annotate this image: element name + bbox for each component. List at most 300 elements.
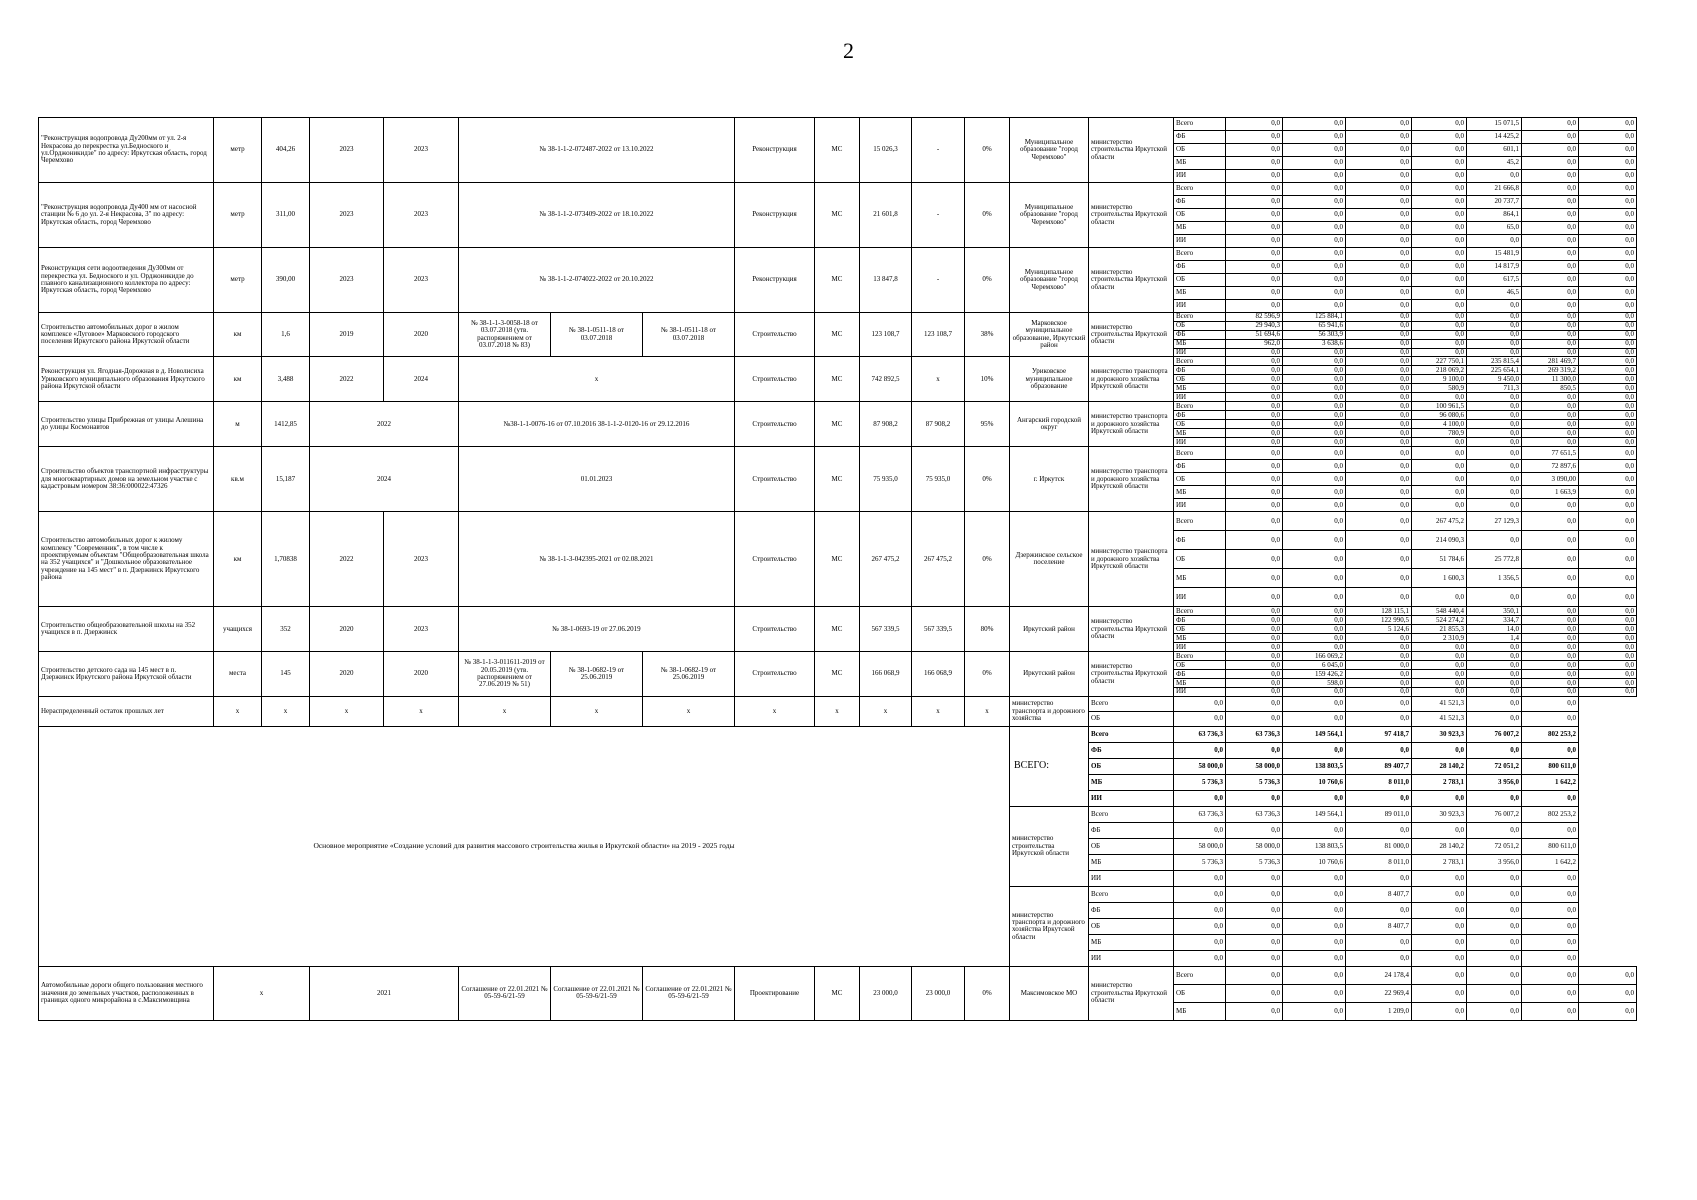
empty-marker-cell: х — [735, 696, 815, 726]
amount-cell: 0,0 — [1412, 300, 1467, 313]
amount-cell: 0,0 — [1522, 661, 1579, 670]
amount-cell: 0,0 — [1226, 209, 1283, 222]
amount-cell: 0,0 — [1412, 331, 1467, 340]
municipality-cell: Муниципальное образование "город Черемхово" — [1010, 183, 1089, 248]
amount-cell: 0,0 — [1522, 688, 1579, 696]
remaining-cost-cell: - — [912, 183, 965, 248]
amount-cell: 0,0 — [1412, 349, 1467, 357]
amount-cell: 0,0 — [1522, 157, 1579, 170]
amount-cell: 0,0 — [1412, 688, 1467, 696]
fund-category: ОБ — [1174, 661, 1226, 670]
estimated-cost-cell: 123 108,7 — [860, 313, 912, 357]
amount-cell: 0,0 — [1226, 934, 1283, 950]
amount-cell: 780,9 — [1412, 429, 1467, 438]
empty-marker-cell: х — [262, 696, 310, 726]
amount-cell: 0,0 — [1522, 322, 1579, 331]
amount-cell: 0,0 — [1346, 588, 1412, 607]
amount-cell: 0,0 — [1346, 287, 1412, 300]
remaining-cost-cell: 75 935,0 — [912, 447, 965, 512]
responsible-cell: министерство транспорта и дорожного хозяйства Иркутской области — [1089, 357, 1174, 402]
responsible-cell: министерство транспорта и дорожного хозяйства Иркутской области — [1089, 447, 1174, 512]
amount-cell: 601,1 — [1467, 144, 1522, 157]
amount-cell: 0,0 — [1226, 183, 1283, 196]
amount-cell: 0,0 — [1579, 248, 1637, 261]
amount-cell: 0,0 — [1174, 711, 1226, 726]
amount-cell: 0,0 — [1579, 375, 1637, 384]
amount-cell: 0,0 — [1579, 384, 1637, 393]
amount-cell: 3 090,00 — [1522, 473, 1579, 486]
amount-cell: 0,0 — [1283, 366, 1346, 375]
amount-cell: 0,0 — [1226, 661, 1283, 670]
amount-cell: 0,0 — [1283, 918, 1346, 934]
amount-cell: 0,0 — [1579, 1002, 1637, 1020]
amount-cell: 0,0 — [1579, 634, 1637, 643]
table-row — [39, 726, 1637, 742]
amount-cell: 0,0 — [1226, 447, 1283, 460]
year-cell: 2022 — [310, 402, 459, 447]
amount-cell: 850,5 — [1522, 384, 1579, 393]
amount-cell: 0,0 — [1346, 300, 1412, 313]
amount-cell: 65 941,6 — [1283, 322, 1346, 331]
amount-cell: 0,0 — [1579, 616, 1637, 625]
amount-cell: 0,0 — [1412, 918, 1467, 934]
amount-cell: 1 356,5 — [1467, 569, 1522, 588]
amount-cell: 0,0 — [1579, 588, 1637, 607]
empty-marker-cell: х — [551, 696, 643, 726]
amount-cell: 0,0 — [1412, 950, 1467, 966]
readiness-cell: 95% — [965, 402, 1010, 447]
fund-category: Всего — [1174, 183, 1226, 196]
amount-cell: 269 319,2 — [1522, 366, 1579, 375]
amount-cell: 0,0 — [1174, 902, 1226, 918]
amount-cell: 0,0 — [1522, 569, 1579, 588]
amount-cell: 77 651,5 — [1522, 447, 1579, 460]
work-type-cell: Строительство — [735, 652, 815, 696]
fund-category: МБ — [1089, 854, 1174, 870]
amount-cell: 0,0 — [1283, 790, 1346, 806]
amount-cell: 58 000,0 — [1174, 758, 1226, 774]
amount-cell: 0,0 — [1412, 652, 1467, 661]
amount-cell: 0,0 — [1174, 934, 1226, 950]
amount-cell: 0,0 — [1579, 661, 1637, 670]
amount-cell: 0,0 — [1522, 349, 1579, 357]
amount-cell: 15 071,5 — [1467, 118, 1522, 131]
amount-cell: 0,0 — [1226, 420, 1283, 429]
empty-marker-cell: х — [815, 696, 860, 726]
year-start-cell: 2023 — [310, 183, 384, 248]
amount-cell: 0,0 — [1226, 950, 1283, 966]
amount-cell: 0,0 — [1283, 473, 1346, 486]
amount-cell: 0,0 — [1226, 402, 1283, 411]
amount-cell: 0,0 — [1226, 393, 1283, 402]
readiness-cell: 0% — [965, 512, 1010, 607]
amount-cell: 0,0 — [1412, 984, 1467, 1002]
amount-cell: 227 750,1 — [1412, 357, 1467, 366]
amount-cell: 0,0 — [1412, 661, 1467, 670]
amount-cell: 0,0 — [1346, 438, 1412, 447]
year-end-cell: 2020 — [384, 652, 459, 696]
responsible-cell: министерство строительства Иркутской области — [1089, 248, 1174, 313]
estimated-cost-cell: 13 847,8 — [860, 248, 912, 313]
table-row — [39, 357, 1637, 366]
responsible-cell: министерство транспорта и дорожного хозяйства Иркутской области — [1089, 512, 1174, 607]
amount-cell: 0,0 — [1522, 183, 1579, 196]
table-row — [39, 248, 1637, 261]
amount-cell: 0,0 — [1579, 550, 1637, 569]
amount-cell: 0,0 — [1579, 349, 1637, 357]
ownership-cell: МС — [815, 402, 860, 447]
amount-cell: 21 666,8 — [1467, 183, 1522, 196]
fund-category: ОБ — [1174, 209, 1226, 222]
amount-cell: 0,0 — [1579, 607, 1637, 616]
fund-category: ОБ — [1174, 550, 1226, 569]
amount-cell: 0,0 — [1467, 393, 1522, 402]
estimated-cost-cell: 267 475,2 — [860, 512, 912, 607]
unit-cell: места — [214, 652, 262, 696]
empty-marker-cell: х — [459, 696, 551, 726]
amount-cell: 0,0 — [1412, 183, 1467, 196]
document-cell: х — [459, 357, 735, 402]
amount-cell: 0,0 — [1412, 438, 1467, 447]
amount-cell: 0,0 — [1283, 531, 1346, 550]
amount-cell: 0,0 — [1226, 625, 1283, 634]
amount-cell: 1 209,0 — [1346, 1002, 1412, 1020]
amount-cell: 0,0 — [1412, 1002, 1467, 1020]
fund-category: МБ — [1174, 634, 1226, 643]
amount-cell: 11 300,0 — [1522, 375, 1579, 384]
fund-category: ИИ — [1174, 393, 1226, 402]
amount-cell: 0,0 — [1226, 157, 1283, 170]
fund-category: МБ — [1174, 157, 1226, 170]
amount-cell: 0,0 — [1467, 349, 1522, 357]
main-event-title: Основное мероприятие «Создание условий для развития массового строительства жилья в Иркутской области» на 2019 - 2025 годы — [39, 726, 1010, 966]
amount-cell: 0,0 — [1522, 209, 1579, 222]
amount-cell: 0,0 — [1522, 643, 1579, 652]
municipality-cell: Муниципальное образование "город Черемхово" — [1010, 118, 1089, 183]
amount-cell: 0,0 — [1283, 934, 1346, 950]
amount-cell: 0,0 — [1226, 131, 1283, 144]
amount-cell: 20 737,7 — [1467, 196, 1522, 209]
amount-cell: 138 803,5 — [1283, 838, 1346, 854]
amount-cell: 0,0 — [1226, 902, 1283, 918]
amount-cell: 0,0 — [1522, 274, 1579, 287]
amount-cell: 0,0 — [1467, 679, 1522, 688]
amount-cell: 0,0 — [1226, 499, 1283, 512]
amount-cell: 0,0 — [1226, 375, 1283, 384]
amount-cell: 63 736,3 — [1174, 806, 1226, 822]
amount-cell: 225 654,1 — [1467, 366, 1522, 375]
amount-cell: 0,0 — [1283, 822, 1346, 838]
amount-cell: 0,0 — [1283, 688, 1346, 696]
fund-category: ИИ — [1174, 499, 1226, 512]
year-cell: 2024 — [310, 447, 459, 512]
empty-marker-cell: х — [310, 696, 384, 726]
amount-cell: 0,0 — [1283, 274, 1346, 287]
amount-cell: 0,0 — [1283, 625, 1346, 634]
amount-cell: 0,0 — [1346, 634, 1412, 643]
amount-cell: 0,0 — [1283, 569, 1346, 588]
document-cell: № 38-1-1-3-0058-18 от 03.07.2018 (утв. распоряжением от 03.07.2018 № 83) — [459, 313, 551, 357]
amount-cell: 281 469,7 — [1522, 357, 1579, 366]
amount-cell: 0,0 — [1412, 340, 1467, 349]
amount-cell: 0,0 — [1174, 822, 1226, 838]
amount-cell: 235 815,4 — [1467, 357, 1522, 366]
amount-cell: 0,0 — [1346, 313, 1412, 322]
fund-category: МБ — [1089, 774, 1174, 790]
amount-cell: 8 407,7 — [1346, 886, 1412, 902]
project-name: Строительство детского сада на 145 мест в п. Дзержинск Иркутского района Иркутской области — [39, 652, 214, 696]
amount-cell: 0,0 — [1467, 670, 1522, 679]
amount-cell: 0,0 — [1412, 157, 1467, 170]
amount-cell: 0,0 — [1579, 512, 1637, 531]
amount-cell: 0,0 — [1522, 420, 1579, 429]
amount-cell: 0,0 — [1283, 144, 1346, 157]
fund-category: ИИ — [1174, 643, 1226, 652]
capacity-cell: 311,00 — [262, 183, 310, 248]
unit-cell: кв.м — [214, 447, 262, 512]
project-name: "Реконструкция водопровода Ду200мм от ул. 2-я Некрасова до перекрестка ул.Бедноского и ул.Орджоникидзе" по адресу: Иркутская область, город Черемхово — [39, 118, 214, 183]
amount-cell: 0,0 — [1522, 588, 1579, 607]
amount-cell: 0,0 — [1226, 790, 1283, 806]
empty-marker-cell: х — [214, 696, 262, 726]
amount-cell: 0,0 — [1346, 183, 1412, 196]
amount-cell: 0,0 — [1412, 313, 1467, 322]
amount-cell: 0,0 — [1412, 287, 1467, 300]
amount-cell: 21 855,3 — [1412, 625, 1467, 634]
amount-cell: 1 642,2 — [1522, 774, 1579, 790]
document-cell: № 38-1-0682-19 от 25.06.2019 — [551, 652, 643, 696]
amount-cell: 0,0 — [1579, 157, 1637, 170]
responsible-cell: министерство строительства Иркутской области — [1089, 966, 1174, 1020]
amount-cell: 0,0 — [1579, 366, 1637, 375]
amount-cell: 0,0 — [1579, 625, 1637, 634]
municipality-cell: Муниципальное образование "город Черемхово" — [1010, 248, 1089, 313]
year-start-cell: 2020 — [310, 607, 384, 652]
fund-category: ИИ — [1174, 438, 1226, 447]
fund-category: МБ — [1174, 1002, 1226, 1020]
unit-cell: км — [214, 512, 262, 607]
amount-cell: 0,0 — [1522, 144, 1579, 157]
amount-cell: 0,0 — [1283, 966, 1346, 984]
amount-cell: 0,0 — [1226, 384, 1283, 393]
amount-cell: 0,0 — [1522, 902, 1579, 918]
amount-cell: 30 923,3 — [1412, 726, 1467, 742]
amount-cell: 0,0 — [1346, 429, 1412, 438]
ownership-cell: МС — [815, 966, 860, 1020]
amount-cell: 0,0 — [1522, 966, 1579, 984]
amount-cell: 0,0 — [1412, 822, 1467, 838]
amount-cell: 0,0 — [1283, 393, 1346, 402]
readiness-cell: 0% — [965, 183, 1010, 248]
amount-cell: 0,0 — [1226, 349, 1283, 357]
amount-cell: 0,0 — [1522, 331, 1579, 340]
amount-cell: 0,0 — [1346, 331, 1412, 340]
amount-cell: 0,0 — [1467, 340, 1522, 349]
amount-cell: 0,0 — [1579, 222, 1637, 235]
amount-cell: 14,0 — [1467, 625, 1522, 634]
document-cell: Соглашение от 22.01.2021 № 05-59-6/21-59 — [551, 966, 643, 1020]
amount-cell: 0,0 — [1522, 625, 1579, 634]
amount-cell: 51 694,6 — [1226, 331, 1283, 340]
amount-cell: 0,0 — [1467, 711, 1522, 726]
amount-cell: 0,0 — [1283, 357, 1346, 366]
amount-cell: 14 425,2 — [1467, 131, 1522, 144]
amount-cell: 72 051,2 — [1467, 758, 1522, 774]
amount-cell: 0,0 — [1522, 170, 1579, 183]
amount-cell: 41 521,3 — [1412, 711, 1467, 726]
amount-cell: 711,3 — [1467, 384, 1522, 393]
financing-table — [38, 117, 1637, 1021]
amount-cell: 76 007,2 — [1467, 726, 1522, 742]
amount-cell: 0,0 — [1522, 512, 1579, 531]
fund-category: ОБ — [1174, 322, 1226, 331]
amount-cell: 0,0 — [1346, 420, 1412, 429]
amount-cell: 0,0 — [1579, 322, 1637, 331]
amount-cell: 0,0 — [1467, 742, 1522, 758]
year-end-cell: 2023 — [384, 607, 459, 652]
fund-category: ОБ — [1089, 838, 1174, 854]
amount-cell: 0,0 — [1579, 429, 1637, 438]
amount-cell: 0,0 — [1283, 499, 1346, 512]
amount-cell: 0,0 — [1522, 222, 1579, 235]
amount-cell: 0,0 — [1346, 902, 1412, 918]
amount-cell: 0,0 — [1283, 711, 1346, 726]
unit-cell: учащихся — [214, 607, 262, 652]
amount-cell: 0,0 — [1346, 688, 1412, 696]
ministry-total-label: министерство строительства Иркутской области — [1010, 806, 1089, 886]
amount-cell: 0,0 — [1579, 357, 1637, 366]
remaining-cost-cell: - — [912, 248, 965, 313]
fund-category: МБ — [1174, 429, 1226, 438]
amount-cell: 0,0 — [1346, 274, 1412, 287]
project-name: Реконструкция ул. Ягодная-Дорожная в д. Новолисиха Уриковского муниципального образования Иркутского района Иркутской области — [39, 357, 214, 402]
amount-cell: 0,0 — [1174, 790, 1226, 806]
project-name: Строительство улицы Прибрежная от улицы Алешина до улицы Космонавтов — [39, 402, 214, 447]
amount-cell: 0,0 — [1579, 261, 1637, 274]
amount-cell: 0,0 — [1522, 531, 1579, 550]
amount-cell: 28 140,2 — [1412, 758, 1467, 774]
fund-category: ОБ — [1174, 625, 1226, 634]
estimated-cost-cell: 15 026,3 — [860, 118, 912, 183]
remaining-cost-cell: 166 068,9 — [912, 652, 965, 696]
amount-cell: 3 956,0 — [1467, 774, 1522, 790]
amount-cell: 802 253,2 — [1522, 806, 1579, 822]
year-start-cell: 2019 — [310, 313, 384, 357]
amount-cell: 0,0 — [1283, 235, 1346, 248]
amount-cell: 0,0 — [1226, 688, 1283, 696]
amount-cell: 617,5 — [1467, 274, 1522, 287]
amount-cell: 0,0 — [1283, 157, 1346, 170]
work-type-cell: Строительство — [735, 402, 815, 447]
amount-cell: 0,0 — [1226, 274, 1283, 287]
amount-cell: 0,0 — [1412, 499, 1467, 512]
year-end-cell: 2023 — [384, 512, 459, 607]
amount-cell: 125 884,1 — [1283, 313, 1346, 322]
amount-cell: 149 564,1 — [1283, 726, 1346, 742]
table-row — [39, 696, 1637, 711]
amount-cell: 0,0 — [1522, 670, 1579, 679]
amount-cell: 0,0 — [1522, 607, 1579, 616]
amount-cell: 0,0 — [1412, 235, 1467, 248]
amount-cell: 0,0 — [1412, 144, 1467, 157]
responsible-cell: министерство строительства Иркутской области — [1089, 652, 1174, 696]
unit-cell: метр — [214, 248, 262, 313]
amount-cell: 0,0 — [1412, 261, 1467, 274]
responsible-cell: министерство транспорта и дорожного хозяйства Иркутской области — [1089, 402, 1174, 447]
readiness-cell: 38% — [965, 313, 1010, 357]
amount-cell: 0,0 — [1522, 261, 1579, 274]
amount-cell: 0,0 — [1283, 550, 1346, 569]
unit-cell: м — [214, 402, 262, 447]
amount-cell: 3 638,6 — [1283, 340, 1346, 349]
responsible-cell: министерство транспорта и дорожного хозяйства — [1010, 696, 1089, 726]
amount-cell: 0,0 — [1579, 331, 1637, 340]
amount-cell: 0,0 — [1283, 984, 1346, 1002]
amount-cell: 0,0 — [1283, 222, 1346, 235]
document-cell: № 38-1-0682-19 от 25.06.2019 — [643, 652, 735, 696]
municipality-cell: Иркутский район — [1010, 652, 1089, 696]
fund-category: Всего — [1089, 696, 1174, 711]
amount-cell: 0,0 — [1522, 711, 1579, 726]
amount-cell: 0,0 — [1579, 420, 1637, 429]
amount-cell: 15 481,9 — [1467, 248, 1522, 261]
amount-cell: 1,4 — [1467, 634, 1522, 643]
amount-cell: 0,0 — [1174, 742, 1226, 758]
fund-category: МБ — [1174, 569, 1226, 588]
amount-cell: 0,0 — [1467, 643, 1522, 652]
amount-cell: 0,0 — [1283, 486, 1346, 499]
municipality-cell: Уриковское муниципальное образование — [1010, 357, 1089, 402]
amount-cell: 0,0 — [1412, 486, 1467, 499]
year-start-cell: 2022 — [310, 357, 384, 402]
fund-category: ИИ — [1174, 688, 1226, 696]
amount-cell: 0,0 — [1412, 118, 1467, 131]
amount-cell: 0,0 — [1579, 274, 1637, 287]
document-cell: №38-1-1-0076-16 от 07.10.2016 38-1-1-2-0120-16 от 29.12.2016 — [459, 402, 735, 447]
amount-cell: 0,0 — [1467, 460, 1522, 473]
amount-cell: 0,0 — [1346, 209, 1412, 222]
amount-cell: 0,0 — [1522, 393, 1579, 402]
fund-category: ФБ — [1174, 366, 1226, 375]
fund-category: ИИ — [1174, 300, 1226, 313]
responsible-cell: министерство строительства Иркутской области — [1089, 183, 1174, 248]
unit-cell: метр — [214, 183, 262, 248]
table-row — [39, 652, 1637, 661]
amount-cell: 0,0 — [1174, 886, 1226, 902]
amount-cell: 0,0 — [1226, 512, 1283, 531]
year-start-cell: 2020 — [310, 652, 384, 696]
amount-cell: 0,0 — [1346, 742, 1412, 758]
capacity-cell: 352 — [262, 607, 310, 652]
amount-cell: 802 253,2 — [1522, 726, 1579, 742]
readiness-cell: 0% — [965, 248, 1010, 313]
ownership-cell: МС — [815, 652, 860, 696]
amount-cell: 0,0 — [1283, 512, 1346, 531]
amount-cell: 0,0 — [1412, 196, 1467, 209]
document-cell: № 38-1-1-2-074022-2022 от 20.10.2022 — [459, 248, 735, 313]
empty-marker-cell: х — [965, 696, 1010, 726]
amount-cell: 0,0 — [1226, 300, 1283, 313]
amount-cell: 962,0 — [1226, 340, 1283, 349]
amount-cell: 0,0 — [1283, 588, 1346, 607]
amount-cell: 166 069,2 — [1283, 652, 1346, 661]
amount-cell: 0,0 — [1346, 357, 1412, 366]
amount-cell: 800 611,0 — [1522, 758, 1579, 774]
amount-cell: 0,0 — [1522, 870, 1579, 886]
amount-cell: 0,0 — [1412, 670, 1467, 679]
amount-cell: 149 564,1 — [1283, 806, 1346, 822]
amount-cell: 524 274,2 — [1412, 616, 1467, 625]
